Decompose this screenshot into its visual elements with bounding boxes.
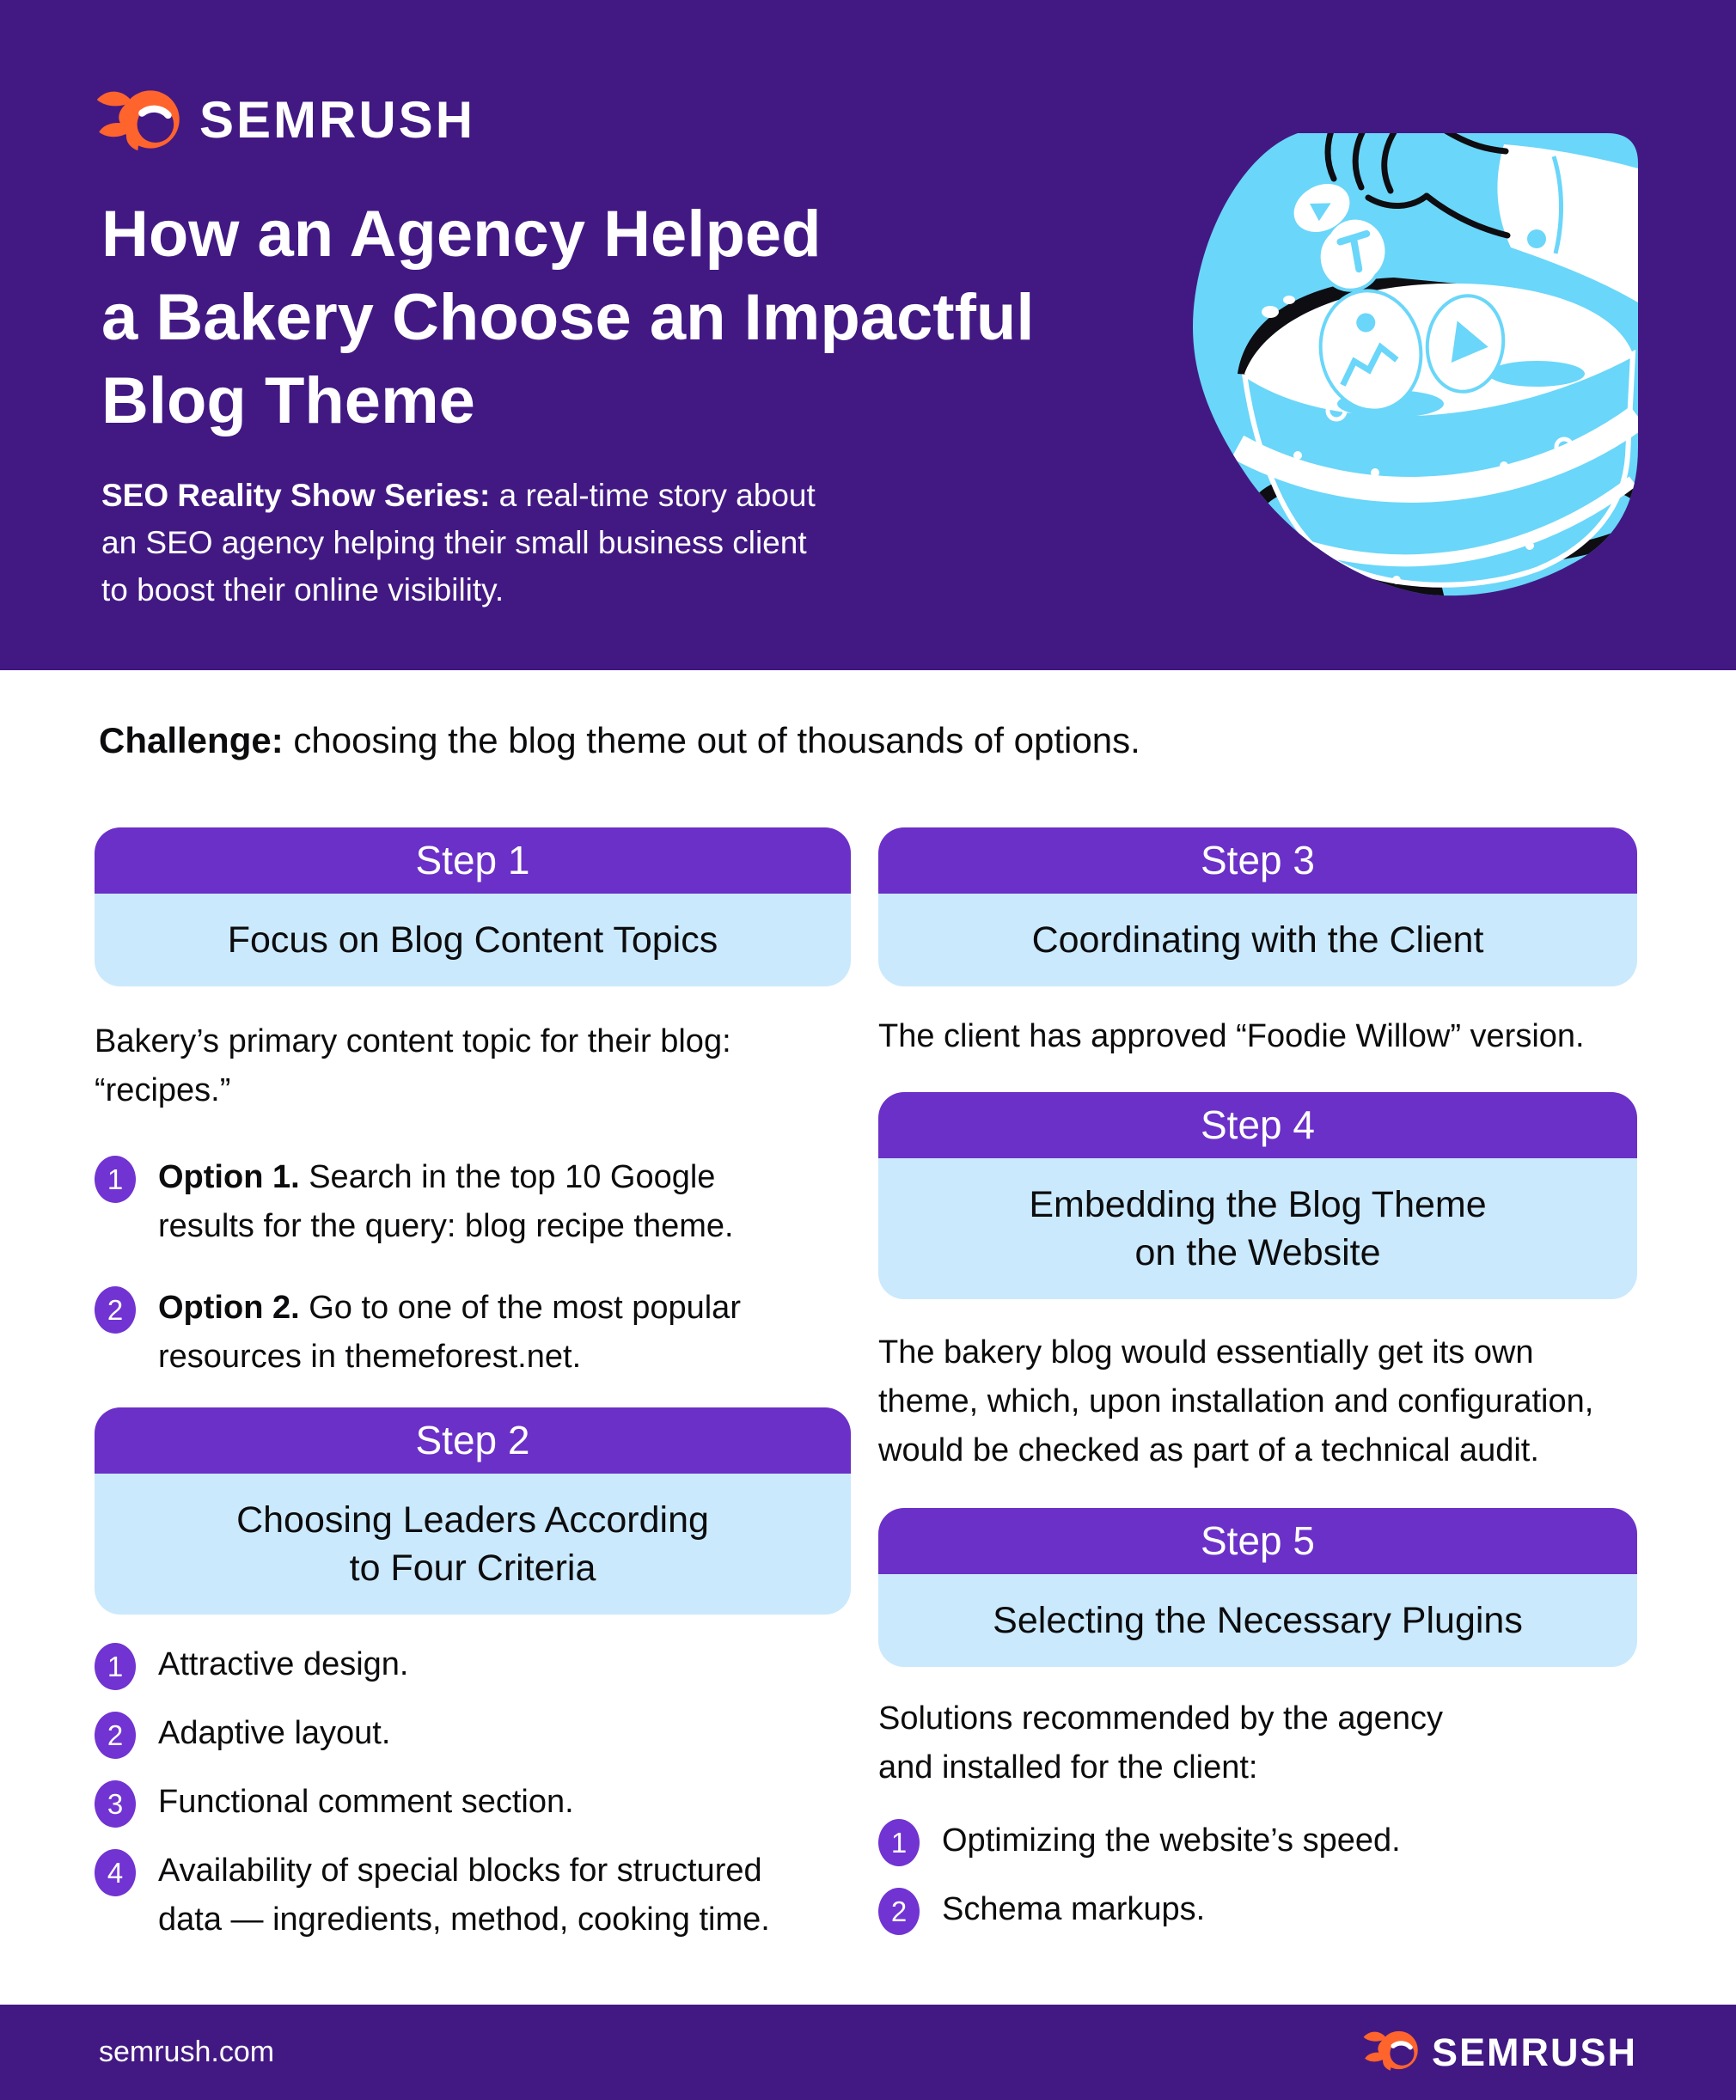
step-5-title: Selecting the Necessary Plugins [878, 1574, 1637, 1667]
footer-banner [0, 2005, 1736, 2100]
bullet-number: 1 [878, 1819, 920, 1866]
footer-url[interactable]: semrush.com [99, 2036, 275, 2068]
bullet-number: 2 [95, 1712, 136, 1759]
step-1-header: Step 1 [95, 827, 851, 894]
step-2-header: Step 2 [95, 1407, 851, 1474]
step-1-paragraph: Bakery’s primary content topic for their blog: “recipes.” [95, 1023, 731, 1108]
bullet-number: 1 [95, 1156, 136, 1203]
page-subtitle: SEO Reality Show Series: a real-time story about an SEO agency helping their small business client to boost their online visibility. [101, 478, 816, 607]
step-1-options-list [95, 1153, 851, 1382]
semrush-flame-icon [1363, 2027, 1420, 2078]
step-4-title: Embedding the Blog Theme on the Website [878, 1158, 1637, 1299]
header-banner [0, 0, 1736, 670]
bullet-number: 1 [95, 1643, 136, 1690]
step-1-title: Focus on Blog Content Topics [95, 894, 851, 986]
bullet-number: 2 [95, 1286, 136, 1334]
challenge-text: Challenge: choosing the blog theme out of thousands of options. [99, 720, 1140, 760]
left-column [95, 827, 851, 1944]
page-title: How an Agency Helped a Bakery Choose an Impactful Blog Theme [101, 198, 1035, 437]
step-3-paragraph: The client has approved “Foodie Willow” version. [878, 1018, 1585, 1054]
semrush-flame-icon [96, 84, 182, 155]
list-item: 1 Optimizing the website’s speed. [878, 1816, 1637, 1866]
step-3-header: Step 3 [878, 827, 1637, 894]
step-4-header: Step 4 [878, 1092, 1637, 1158]
bullet-number: 2 [878, 1888, 920, 1935]
step-5-header: Step 5 [878, 1508, 1637, 1574]
step-5-card [878, 1508, 1637, 1667]
bullet-number: 3 [95, 1780, 136, 1828]
list-item: 4 Availability of special blocks for structured data — ingredients, method, cooking time. [95, 1847, 851, 1944]
step-3-card [878, 827, 1637, 986]
list-item: 2 Schema markups. [878, 1885, 1637, 1935]
step-3-title: Coordinating with the Client [878, 894, 1637, 986]
semrush-logo [96, 84, 475, 155]
step-1-card [95, 827, 851, 986]
step-2-card [95, 1407, 851, 1615]
step-4-paragraph: The bakery blog would essentially get its own theme, which, upon installation and configuration, would be checked as part of a technical audit. [878, 1334, 1594, 1468]
list-item: 2 Adaptive layout. [95, 1709, 851, 1759]
step-2-criteria-list [95, 1640, 851, 1944]
brand-text: SEMRUSH [1431, 2030, 1637, 2074]
list-item: 2 Option 2. Go to one of the most popular resources in themeforest.net. [95, 1284, 851, 1382]
bullet-number: 4 [95, 1849, 136, 1896]
right-column [878, 827, 1637, 1935]
list-item: 1 Option 1. Search in the top 10 Google results for the query: blog recipe theme. [95, 1153, 851, 1251]
brand-text: SEMRUSH [199, 90, 476, 149]
step-4-card [878, 1092, 1637, 1299]
step-2-title: Choosing Leaders According to Four Criteria [95, 1474, 851, 1615]
list-item: 1 Attractive design. [95, 1640, 851, 1690]
step-5-paragraph: Solutions recommended by the agency and installed for the client: [878, 1700, 1443, 1786]
list-item: 3 Functional comment section. [95, 1778, 851, 1828]
bakery-illustration [1169, 77, 1736, 636]
step-5-plugins-list [878, 1816, 1637, 1935]
footer-semrush-logo [1363, 2027, 1637, 2078]
